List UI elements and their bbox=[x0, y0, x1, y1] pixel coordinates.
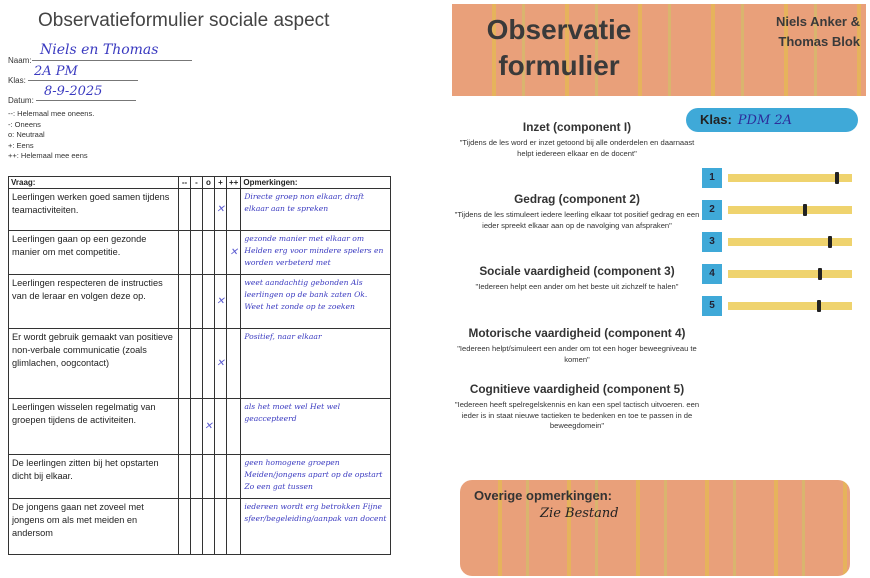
vraag-cell: Leerlingen gaan op een gezonde manier om met competitie. bbox=[9, 231, 179, 275]
rating-cell bbox=[203, 231, 215, 275]
rating-slider bbox=[702, 264, 862, 284]
legend-item: --: Helemaal mee oneens. bbox=[8, 109, 95, 118]
poster-title bbox=[474, 12, 644, 84]
vraag-cell: De leerlingen zitten bij het opstarten dicht bij elkaar. bbox=[9, 455, 179, 499]
poster-title-line2: formulier bbox=[498, 50, 620, 81]
col-disagree: - bbox=[191, 177, 203, 189]
rating-mark: ✕ bbox=[204, 421, 213, 432]
component-text: "Tijdens de les word er inzet getoond bij alle onderdelen en daarnaast helpt iedereen elkaar en de docent" bbox=[459, 138, 695, 158]
scale-legend bbox=[8, 109, 94, 162]
slider-knob bbox=[817, 300, 821, 312]
rating-cell bbox=[203, 399, 215, 455]
table-row bbox=[9, 499, 391, 555]
author-1: Niels Anker & bbox=[775, 14, 860, 29]
rating-cell bbox=[227, 455, 241, 499]
vraag-cell: Leerlingen wisselen regelmatig van groepen tijdens de activiteiten. bbox=[9, 399, 179, 455]
klas-line bbox=[28, 80, 138, 81]
table-header-row bbox=[9, 177, 391, 189]
opmerking-cell: weet aandachtig gebonden Als leerlingen op de bank zaten Ok. Weet het zonde op te zoeken bbox=[241, 275, 391, 329]
slider-track bbox=[728, 238, 852, 246]
rating-cell bbox=[179, 499, 191, 555]
component-block bbox=[452, 120, 702, 159]
rating-slider bbox=[702, 200, 862, 220]
opmerking-cell: als het moet wel Het wel geaccepteerd bbox=[241, 399, 391, 455]
component-text: "Iedereen heeft spelregelskennis en kan een spel tactisch uitvoeren. een ieder is in staat nieuwe tactieken te bedenken en toe te passen in de beweegdomein" bbox=[454, 400, 700, 430]
col-opmerkingen: Opmerkingen: bbox=[241, 177, 391, 189]
slider-track bbox=[728, 302, 852, 310]
rating-cell bbox=[203, 275, 215, 329]
col-agree: + bbox=[215, 177, 227, 189]
rating-cell bbox=[215, 231, 227, 275]
rating-cell bbox=[191, 275, 203, 329]
slider-knob bbox=[835, 172, 839, 184]
rating-cell bbox=[215, 399, 227, 455]
klas-label: Klas: bbox=[8, 76, 26, 85]
observation-poster bbox=[452, 4, 866, 576]
rating-cell bbox=[215, 189, 227, 231]
slider-track bbox=[728, 174, 852, 182]
poster-banner bbox=[452, 4, 866, 96]
slider-knob bbox=[803, 204, 807, 216]
table-row bbox=[9, 231, 391, 275]
component-block bbox=[452, 326, 702, 365]
rating-cell bbox=[227, 231, 241, 275]
slider-knob bbox=[818, 268, 822, 280]
klas-badge bbox=[686, 108, 858, 132]
rating-cell bbox=[179, 189, 191, 231]
rating-cell bbox=[227, 189, 241, 231]
datum-label: Datum: bbox=[8, 96, 34, 105]
rating-cell bbox=[179, 399, 191, 455]
component-block bbox=[452, 382, 702, 432]
rating-mark: ✕ bbox=[216, 296, 225, 307]
naam-line bbox=[32, 60, 192, 61]
rating-slider bbox=[702, 296, 862, 316]
slider-track bbox=[728, 206, 852, 214]
table-row bbox=[9, 455, 391, 499]
opmerking-cell: Directe groep non elkaar, draft elkaar aan te spreken bbox=[241, 189, 391, 231]
rating-cell bbox=[191, 329, 203, 399]
opmerking-cell: geen homogene groepen Meiden/jongens apart op de opstart Zo een gat tussen bbox=[241, 455, 391, 499]
naam-value: Niels en Thomas bbox=[40, 42, 159, 58]
component-text: "Iedereen helpt een ander om het beste uit zichzelf te halen" bbox=[475, 282, 679, 291]
col-strongly-agree: ++ bbox=[227, 177, 241, 189]
component-number: 1 bbox=[702, 168, 722, 188]
opmerking-cell: Positief, naar elkaar bbox=[241, 329, 391, 399]
author-2: Thomas Blok bbox=[778, 34, 860, 49]
rating-cell bbox=[179, 455, 191, 499]
rating-cell bbox=[227, 275, 241, 329]
rating-cell bbox=[227, 499, 241, 555]
slider-knob bbox=[828, 236, 832, 248]
rating-mark: ✕ bbox=[229, 247, 238, 258]
rating-mark: ✕ bbox=[216, 204, 225, 215]
overige-value: Zie Bestand bbox=[540, 506, 619, 521]
datum-value: 8-9-2025 bbox=[44, 84, 103, 99]
component-number: 2 bbox=[702, 200, 722, 220]
rating-cell bbox=[203, 189, 215, 231]
component-number: 3 bbox=[702, 232, 722, 252]
vraag-cell: De jongens gaan net zoveel met jongens om als met meiden en andersom bbox=[9, 499, 179, 555]
rating-cell bbox=[215, 455, 227, 499]
rating-cell bbox=[191, 231, 203, 275]
component-block bbox=[452, 192, 702, 231]
datum-line bbox=[36, 100, 136, 101]
slider-track bbox=[728, 270, 852, 278]
table-row bbox=[9, 329, 391, 399]
form-title: Observatieformulier sociale aspect bbox=[38, 10, 330, 31]
rating-cell bbox=[203, 455, 215, 499]
observation-table bbox=[8, 176, 391, 555]
component-text: "Iedereen helpt/simuleert een ander om tot een hoger beweegniveau te komen" bbox=[457, 344, 697, 364]
opmerking-cell: gezonde manier met elkaar om Helden erg voor mindere spelers en worden verbeterd met bbox=[241, 231, 391, 275]
vraag-cell: Er wordt gebruik gemaakt van positieve non-verbale communicatie (zoals glimlachen, oogcontact) bbox=[9, 329, 179, 399]
klas-badge-label: Klas: bbox=[700, 112, 732, 127]
component-number: 5 bbox=[702, 296, 722, 316]
table-row bbox=[9, 189, 391, 231]
rating-cell bbox=[191, 189, 203, 231]
component-title: Gedrag (component 2) bbox=[514, 192, 640, 206]
poster-authors bbox=[732, 12, 860, 52]
vraag-cell: Leerlingen respecteren de instructies van de leraar en volgen deze op. bbox=[9, 275, 179, 329]
vraag-cell: Leerlingen werken goed samen tijdens teamactiviteiten. bbox=[9, 189, 179, 231]
rating-slider bbox=[702, 168, 862, 188]
rating-cell bbox=[215, 329, 227, 399]
legend-item: ++: Helemaal mee eens bbox=[8, 151, 88, 160]
rating-cell bbox=[203, 499, 215, 555]
opmerking-cell: iedereen wordt erg betrokken Fijne sfeer/begeleiding/aanpak van docent bbox=[241, 499, 391, 555]
component-title: Motorische vaardigheid (component 4) bbox=[468, 326, 686, 340]
rating-cell bbox=[191, 455, 203, 499]
legend-item: +: Eens bbox=[8, 140, 34, 150]
component-text: "Tijdens de les stimuleert iedere leerling elkaar tot positief gedrag en een ieder spreekt elkaar aan op de navolging van afspraken" bbox=[454, 210, 700, 230]
col-neutral: o bbox=[203, 177, 215, 189]
col-strongly-disagree: -- bbox=[179, 177, 191, 189]
rating-cell bbox=[179, 275, 191, 329]
table-row bbox=[9, 399, 391, 455]
rating-cell bbox=[227, 329, 241, 399]
rating-cell bbox=[203, 329, 215, 399]
rating-cell bbox=[179, 329, 191, 399]
legend-item: o: Neutraal bbox=[8, 130, 45, 139]
rating-mark: ✕ bbox=[216, 358, 225, 369]
overige-label: Overige opmerkingen: bbox=[474, 488, 612, 503]
component-block bbox=[452, 264, 702, 293]
overige-opmerkingen-box bbox=[460, 480, 850, 576]
rating-cell bbox=[179, 231, 191, 275]
component-title: Sociale vaardigheid (component 3) bbox=[479, 264, 675, 278]
rating-cell bbox=[191, 399, 203, 455]
naam-label: Naam: bbox=[8, 56, 32, 65]
component-title: Cognitieve vaardigheid (component 5) bbox=[469, 382, 685, 396]
component-number: 4 bbox=[702, 264, 722, 284]
rating-cell bbox=[227, 399, 241, 455]
klas-value: 2A PM bbox=[34, 64, 78, 79]
col-vraag: Vraag: bbox=[9, 177, 179, 189]
legend-item: -: Oneens bbox=[8, 119, 41, 129]
rating-slider bbox=[702, 232, 862, 252]
rating-cell bbox=[215, 499, 227, 555]
table-row bbox=[9, 275, 391, 329]
rating-cell bbox=[191, 499, 203, 555]
klas-badge-value: PDM 2A bbox=[737, 113, 793, 128]
component-title: Inzet (component I) bbox=[522, 120, 632, 134]
poster-title-line1: Observatie bbox=[486, 14, 632, 45]
rating-cell bbox=[215, 275, 227, 329]
